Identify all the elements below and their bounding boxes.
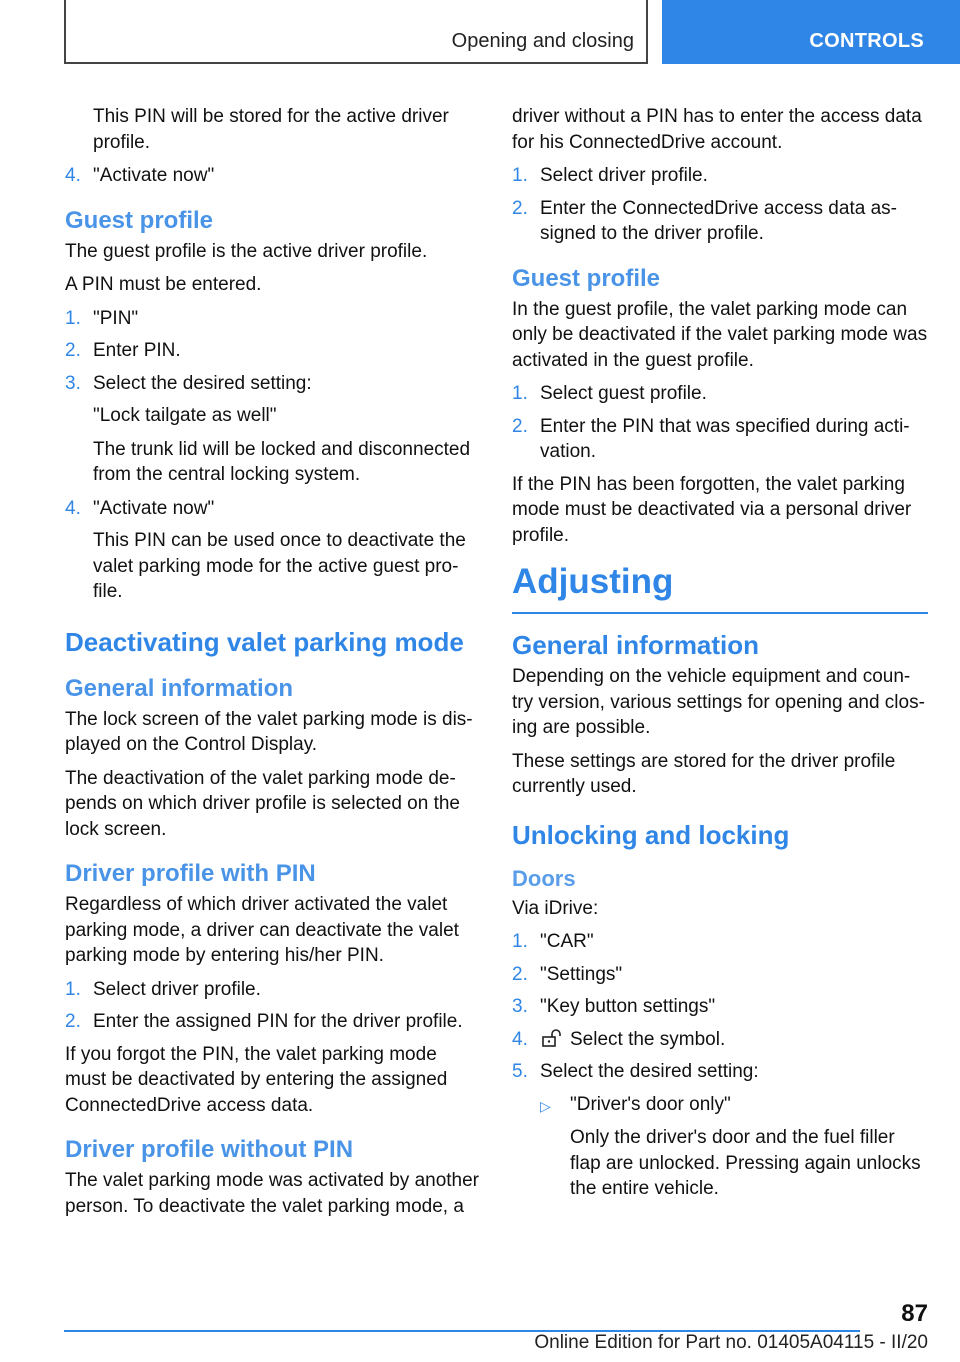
page-number: 87 xyxy=(901,1300,928,1327)
heading-general-information: General information xyxy=(512,630,760,660)
paragraph: If the PIN has been forgotten, the valet parking mode must be deactivated via a personal driver profile. xyxy=(512,473,912,546)
paragraph: If you forgot the PIN, the valet parking mode must be deactivated by entering the assigned ConnectedDrive access data. xyxy=(65,1043,448,1116)
list-item: 2. Enter the PIN that was specified during acti‐ vation. xyxy=(512,415,910,462)
paragraph: Regardless of which driver activated the valet parking mode, a driver can deactivate the valet parking mode by entering his/her PIN. xyxy=(65,894,459,966)
sub-paragraph: "Lock tailgate as well" xyxy=(93,405,277,426)
list-item: 2. Enter the ConnectedDrive access data as‐ signed to the driver profile. xyxy=(512,197,897,244)
list-item: 2. Enter PIN. xyxy=(65,340,181,361)
right-column xyxy=(512,104,928,1210)
list-item: 1. "PIN" xyxy=(65,307,139,329)
heading-adjusting: Adjusting xyxy=(512,562,928,614)
bullet-item: ▷ "Driver's door only" xyxy=(540,1092,928,1120)
chapter-tab-label: CONTROLS xyxy=(809,30,924,52)
unlock-icon xyxy=(540,1029,562,1047)
paragraph: Via iDrive: xyxy=(512,897,599,919)
heading-guest-profile: Guest profile xyxy=(512,264,661,292)
list-item: 3. Select the desired setting: xyxy=(65,372,312,394)
list-item: 1. "CAR" xyxy=(512,931,594,952)
list-item: 3. "Key button settings" xyxy=(512,996,716,1017)
sub-paragraph: Only the driver's door and the fuel filler flap are unlocked. Pressing again unlocks the entire vehicle. xyxy=(570,1127,921,1199)
list-item: 5. Select the desired setting: xyxy=(512,1061,759,1082)
paragraph: A PIN must be entered. xyxy=(65,274,262,295)
list-item: 4. Select the symbol. xyxy=(512,1028,726,1050)
heading-doors: Doors xyxy=(512,865,576,891)
list-item: 2. "Settings" xyxy=(512,963,623,985)
paragraph: The lock screen of the valet parking mode is dis‐ played on the Control Display. xyxy=(65,708,473,755)
sub-paragraph: This PIN can be used once to deactivate the valet parking mode for the active guest pro‐ file. xyxy=(93,530,466,602)
paragraph: Depending on the vehicle equipment and coun‐ try version, various settings for opening and clos‐ ing are possible. xyxy=(512,666,925,738)
list-item: 1. Select driver profile. xyxy=(512,165,708,186)
heading-driver-profile-without-pin: Driver profile without PIN xyxy=(65,1136,354,1163)
paragraph: This PIN will be stored for the active driver profile. xyxy=(93,106,449,153)
list-item: 1. Select driver profile. xyxy=(65,978,261,1000)
paragraph: The valet parking mode was activated by another person. To deactivate the valet parking mode, a xyxy=(65,1170,480,1217)
paragraph: The deactivation of the valet parking mode de‐ pends on which driver profile is selected on the lock screen. xyxy=(65,767,461,840)
triangle-bullet-icon: ▷ xyxy=(540,1097,551,1114)
section-title: Opening and closing xyxy=(451,30,634,52)
paragraph: In the guest profile, the valet parking mode can only be deactivated if the valet parking mode was activated in the guest profile. xyxy=(512,298,928,371)
paragraph: These settings are stored for the driver profile currently used. xyxy=(512,750,896,797)
chapter-tab xyxy=(662,0,960,64)
heading-guest-profile: Guest profile xyxy=(65,206,214,234)
list-item: 4. "Activate now" xyxy=(65,497,215,519)
list-item: 4. "Activate now" xyxy=(65,165,215,186)
heading-unlocking-locking: Unlocking and locking xyxy=(512,819,790,850)
list-item: 2. Enter the assigned PIN for the driver profile. xyxy=(65,1011,463,1032)
heading-deactivating: Deactivating valet parking mode xyxy=(65,626,464,657)
heading-general-information: General information xyxy=(65,674,294,702)
paragraph: The guest profile is the active driver profile. xyxy=(65,240,428,262)
heading-driver-profile-with-pin: Driver profile with PIN xyxy=(65,860,316,887)
footer-edition: Online Edition for Part no. 01405A04115 - II/20 xyxy=(534,1332,928,1353)
paragraph: driver without a PIN has to enter the access data for his ConnectedDrive account. xyxy=(512,106,922,153)
list-item: 1. Select guest profile. xyxy=(512,383,707,404)
left-column xyxy=(65,104,481,1227)
sub-paragraph: The trunk lid will be locked and disconnected from the central locking system. xyxy=(93,438,471,485)
